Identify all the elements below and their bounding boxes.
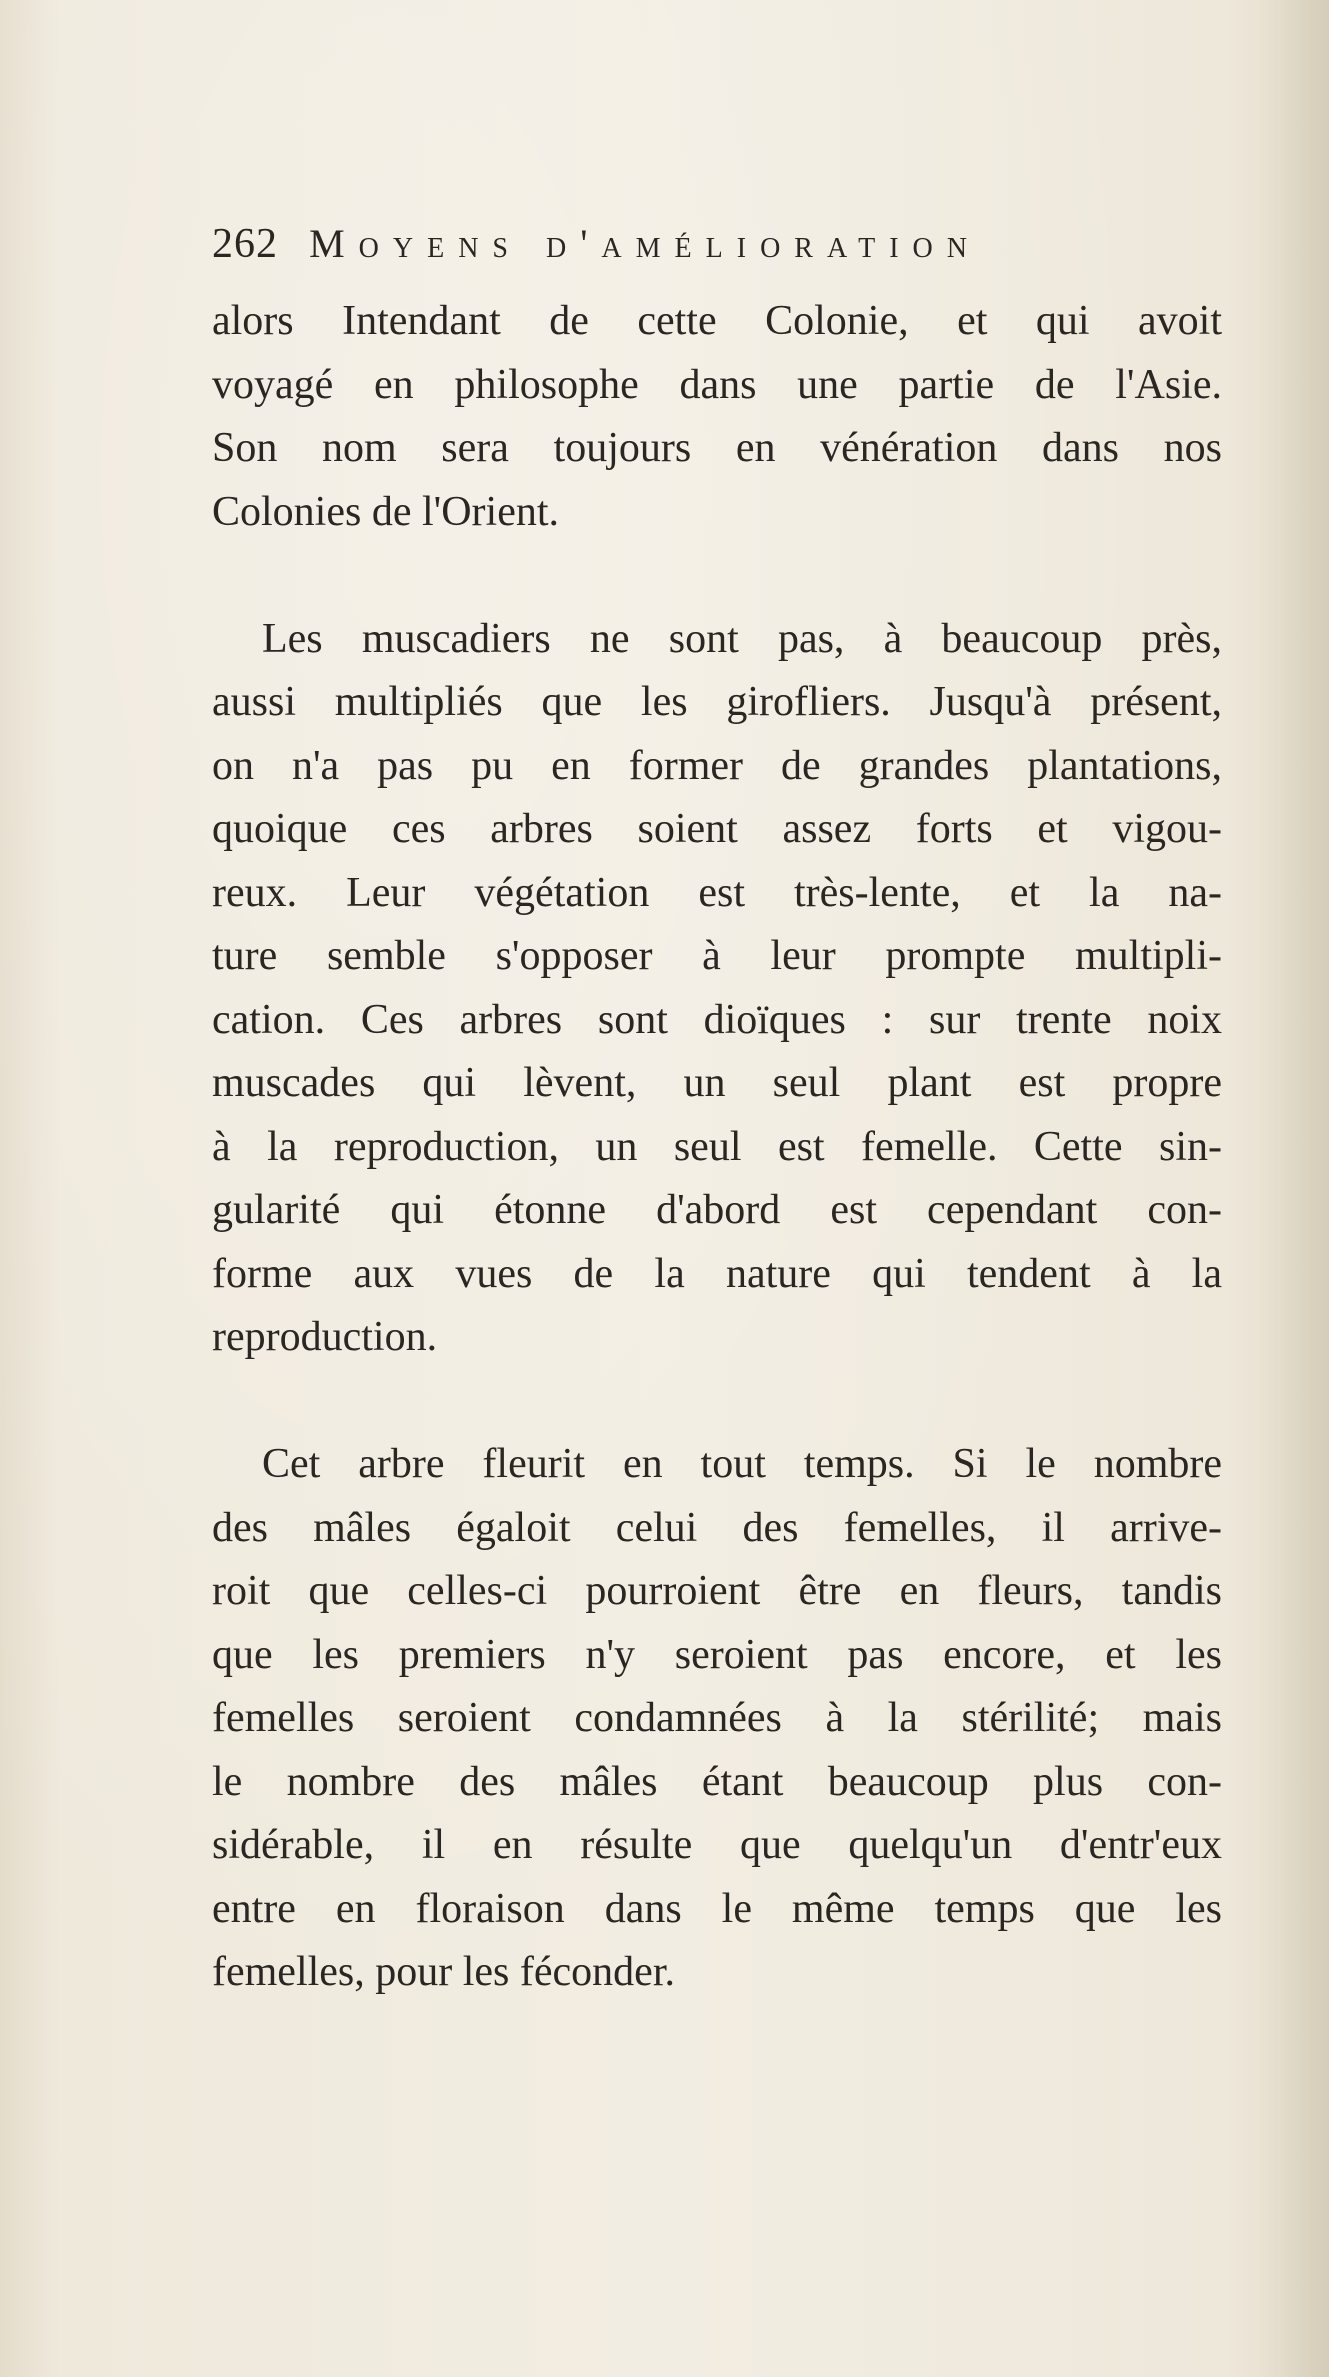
- text-line: reux. Leur végétation est très-lente, et la na-: [212, 869, 1222, 916]
- running-title: Moyens d'amélioration: [309, 221, 981, 266]
- text-line: aussi multipliés que les girofliers. Jusqu'à présent,: [212, 679, 1222, 725]
- text-line: à la reproduction, un seul est femelle. Cette sin-: [212, 1123, 1222, 1170]
- text-line: des mâles égaloit celui des femelles, il arrive-: [212, 1504, 1222, 1551]
- text-line: que les premiers n'y seroient pas encore, et les: [212, 1631, 1222, 1678]
- text-line: reproduction.: [212, 1314, 438, 1360]
- text-line: Colonies de l'Orient.: [212, 488, 560, 535]
- paragraph-gap: [212, 544, 1222, 608]
- text-line: on n'a pas pu en former de grandes plantations,: [212, 742, 1222, 789]
- text-line: voyagé en philosophe dans une partie de l'Asie.: [212, 361, 1222, 408]
- text-line: entre en floraison dans le même temps que les: [212, 1885, 1222, 1932]
- text-line: le nombre des mâles étant beaucoup plus con-: [212, 1758, 1222, 1805]
- text-line: roit que celles-ci pourroient être en fleurs, tandis: [212, 1568, 1222, 1614]
- text-line: alors Intendant de cette Colonie, et qui avoit: [212, 298, 1222, 344]
- text-line: Les muscadiers ne sont pas, à beaucoup près,: [262, 615, 1222, 662]
- text-line: cation. Ces arbres sont dioïques : sur trente noix: [212, 996, 1222, 1043]
- text-line: femelles seroient condamnées à la stérilité; mais: [212, 1695, 1222, 1741]
- body-text: [212, 290, 1222, 2005]
- running-head: [212, 220, 1092, 280]
- text-line: Son nom sera toujours en vénération dans nos: [212, 425, 1222, 471]
- text-line: forme aux vues de la nature qui tendent à la: [212, 1250, 1222, 1297]
- paragraph-3: [212, 1433, 1222, 2005]
- text-line: ture semble s'opposer à leur prompte multipli-: [212, 933, 1222, 979]
- text-line: Cet arbre fleurit en tout temps. Si le nombre: [262, 1441, 1222, 1487]
- paragraph-gap: [212, 1370, 1222, 1434]
- paragraph-1: [212, 290, 1222, 544]
- text-line: femelles, pour les féconder.: [212, 1949, 675, 1995]
- text-line: quoique ces arbres soient assez forts et vigou-: [212, 806, 1222, 852]
- text-line: muscades qui lèvent, un seul plant est propre: [212, 1060, 1222, 1106]
- page-number: 262: [212, 221, 278, 267]
- text-line: gularité qui étonne d'abord est cependant con-: [212, 1187, 1222, 1233]
- paragraph-2: [212, 608, 1222, 1370]
- text-line: sidérable, il en résulte que quelqu'un d'entr'eux: [212, 1822, 1222, 1868]
